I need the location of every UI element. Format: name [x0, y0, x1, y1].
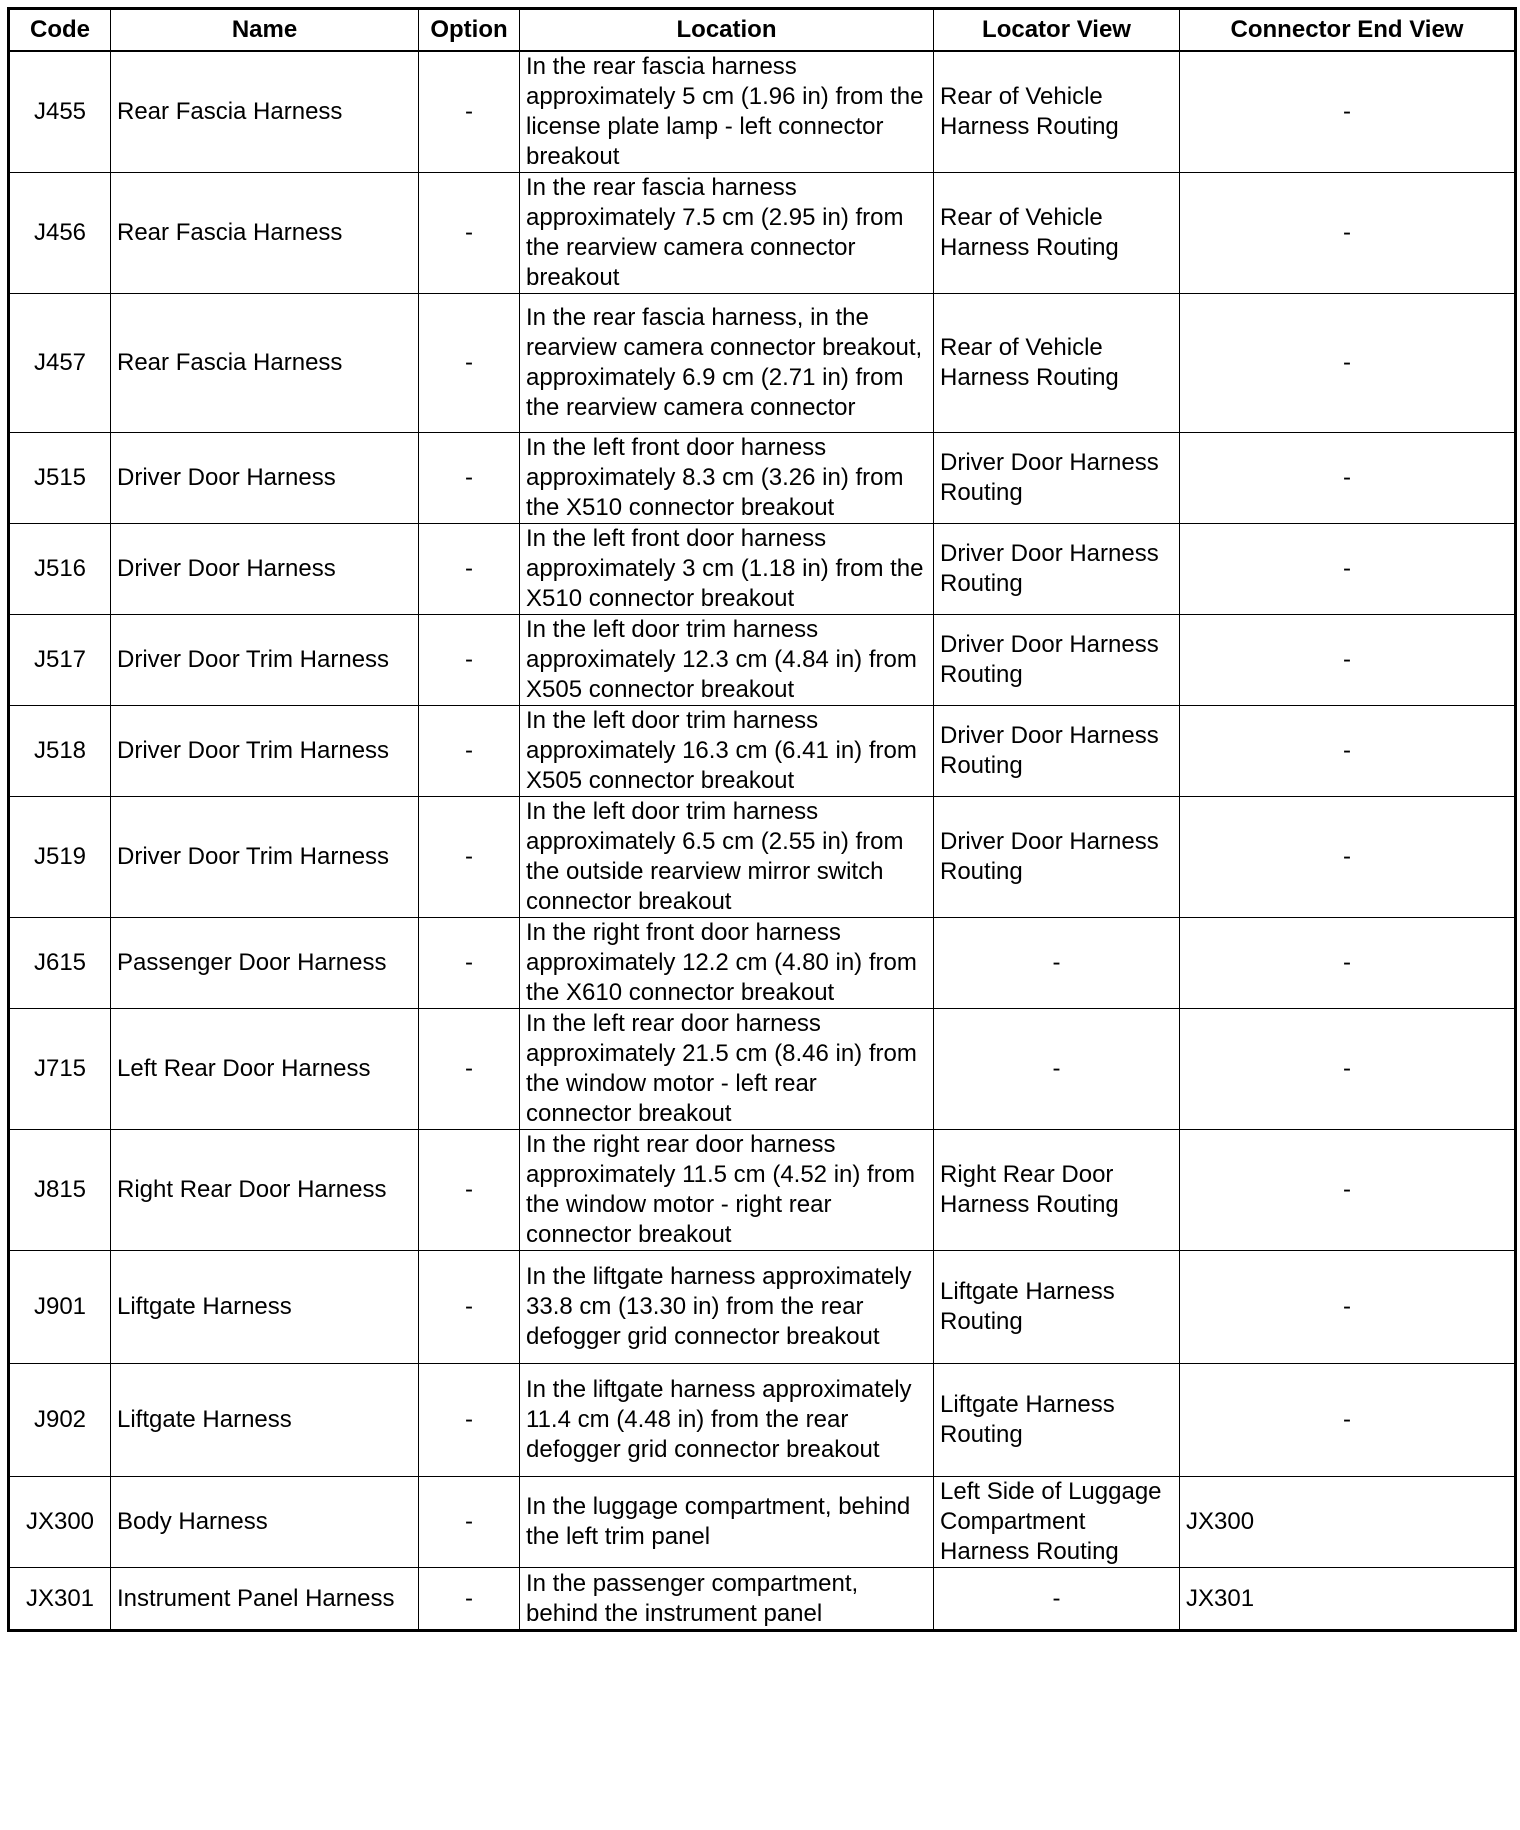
option-cell: - — [419, 1364, 520, 1477]
location-cell: In the left rear door harness approximately 21.5 cm (8.46 in) from the window motor - left rear connector breakout — [520, 1009, 934, 1130]
locator-view-cell: Left Side of Luggage Compartment Harness Routing — [934, 1477, 1180, 1568]
connector-end-view-cell: - — [1180, 1130, 1516, 1251]
locator-view-cell: - — [934, 1568, 1180, 1631]
connector-end-view-cell: - — [1180, 918, 1516, 1009]
locator-view-cell: - — [934, 1009, 1180, 1130]
connector-end-view-cell: - — [1180, 433, 1516, 524]
connector-end-view-cell: - — [1180, 173, 1516, 294]
locator-view-cell: Rear of Vehicle Harness Routing — [934, 173, 1180, 294]
name-cell: Liftgate Harness — [111, 1364, 419, 1477]
locator-view-cell: Right Rear Door Harness Routing — [934, 1130, 1180, 1251]
locator-view-cell: Driver Door Harness Routing — [934, 524, 1180, 615]
location-cell: In the liftgate harness approximately 11.4 cm (4.48 in) from the rear defogger grid connector breakout — [520, 1364, 934, 1477]
table-body — [9, 51, 1516, 1631]
locator-view-cell: Rear of Vehicle Harness Routing — [934, 294, 1180, 433]
table-row — [9, 294, 1516, 433]
code-cell: J516 — [9, 524, 111, 615]
code-cell: J517 — [9, 615, 111, 706]
name-cell: Driver Door Harness — [111, 433, 419, 524]
code-cell: J815 — [9, 1130, 111, 1251]
code-cell: JX300 — [9, 1477, 111, 1568]
name-cell: Left Rear Door Harness — [111, 1009, 419, 1130]
table-header — [9, 9, 1516, 52]
header-option: Option — [419, 9, 520, 52]
option-cell: - — [419, 1477, 520, 1568]
name-cell: Right Rear Door Harness — [111, 1130, 419, 1251]
table-row — [9, 706, 1516, 797]
option-cell: - — [419, 524, 520, 615]
name-cell: Passenger Door Harness — [111, 918, 419, 1009]
option-cell: - — [419, 797, 520, 918]
location-cell: In the left door trim harness approximately 12.3 cm (4.84 in) from X505 connector breakout — [520, 615, 934, 706]
location-cell: In the left door trim harness approximately 16.3 cm (6.41 in) from X505 connector breakout — [520, 706, 934, 797]
connector-end-view-cell: - — [1180, 51, 1516, 173]
option-cell: - — [419, 433, 520, 524]
location-cell: In the right rear door harness approximately 11.5 cm (4.52 in) from the window motor - right rear connector breakout — [520, 1130, 934, 1251]
locator-view-cell: Driver Door Harness Routing — [934, 433, 1180, 524]
code-cell: J515 — [9, 433, 111, 524]
locator-view-cell: Liftgate Harness Routing — [934, 1364, 1180, 1477]
name-cell: Rear Fascia Harness — [111, 173, 419, 294]
connector-end-view-cell: JX300 — [1180, 1477, 1516, 1568]
table-row — [9, 797, 1516, 918]
option-cell: - — [419, 918, 520, 1009]
code-cell: J715 — [9, 1009, 111, 1130]
name-cell: Liftgate Harness — [111, 1251, 419, 1364]
connector-end-view-cell: - — [1180, 615, 1516, 706]
table-row — [9, 433, 1516, 524]
option-cell: - — [419, 294, 520, 433]
code-cell: J902 — [9, 1364, 111, 1477]
table-row — [9, 615, 1516, 706]
connector-end-view-cell: - — [1180, 1009, 1516, 1130]
header-code: Code — [9, 9, 111, 52]
name-cell: Body Harness — [111, 1477, 419, 1568]
option-cell: - — [419, 1009, 520, 1130]
name-cell: Driver Door Trim Harness — [111, 615, 419, 706]
code-cell: J455 — [9, 51, 111, 173]
code-cell: J615 — [9, 918, 111, 1009]
name-cell: Instrument Panel Harness — [111, 1568, 419, 1631]
code-cell: JX301 — [9, 1568, 111, 1631]
connector-end-view-cell: - — [1180, 797, 1516, 918]
header-locator-view: Locator View — [934, 9, 1180, 52]
table-row — [9, 1364, 1516, 1477]
option-cell: - — [419, 51, 520, 173]
code-cell: J519 — [9, 797, 111, 918]
location-cell: In the luggage compartment, behind the left trim panel — [520, 1477, 934, 1568]
location-cell: In the left front door harness approximately 8.3 cm (3.26 in) from the X510 connector breakout — [520, 433, 934, 524]
location-cell: In the passenger compartment, behind the instrument panel — [520, 1568, 934, 1631]
header-location: Location — [520, 9, 934, 52]
table-row — [9, 51, 1516, 173]
code-cell: J457 — [9, 294, 111, 433]
name-cell: Driver Door Harness — [111, 524, 419, 615]
location-cell: In the left front door harness approximately 3 cm (1.18 in) from the X510 connector breakout — [520, 524, 934, 615]
locator-view-cell: Rear of Vehicle Harness Routing — [934, 51, 1180, 173]
connector-end-view-cell: - — [1180, 524, 1516, 615]
location-cell: In the liftgate harness approximately 33.8 cm (13.30 in) from the rear defogger grid connector breakout — [520, 1251, 934, 1364]
location-cell: In the rear fascia harness approximately 5 cm (1.96 in) from the license plate lamp - left connector breakout — [520, 51, 934, 173]
name-cell: Rear Fascia Harness — [111, 294, 419, 433]
location-cell: In the right front door harness approximately 12.2 cm (4.80 in) from the X610 connector breakout — [520, 918, 934, 1009]
locator-view-cell: Driver Door Harness Routing — [934, 615, 1180, 706]
table-row — [9, 524, 1516, 615]
table-row — [9, 1477, 1516, 1568]
connector-end-view-cell: - — [1180, 1364, 1516, 1477]
connector-end-view-cell: - — [1180, 1251, 1516, 1364]
header-connector-end-view: Connector End View — [1180, 9, 1516, 52]
locator-view-cell: Driver Door Harness Routing — [934, 706, 1180, 797]
splice-table-container — [7, 7, 1517, 1632]
locator-view-cell: Liftgate Harness Routing — [934, 1251, 1180, 1364]
table-row — [9, 1009, 1516, 1130]
header-row — [9, 9, 1516, 52]
code-cell: J518 — [9, 706, 111, 797]
splice-pack-table — [7, 7, 1517, 1632]
location-cell: In the left door trim harness approximately 6.5 cm (2.55 in) from the outside rearview mirror switch connector breakout — [520, 797, 934, 918]
locator-view-cell: Driver Door Harness Routing — [934, 797, 1180, 918]
option-cell: - — [419, 173, 520, 294]
code-cell: J901 — [9, 1251, 111, 1364]
location-cell: In the rear fascia harness, in the rearview camera connector breakout, approximately 6.9 cm (2.71 in) from the rearview camera connector — [520, 294, 934, 433]
name-cell: Rear Fascia Harness — [111, 51, 419, 173]
code-cell: J456 — [9, 173, 111, 294]
table-row — [9, 173, 1516, 294]
connector-end-view-cell: JX301 — [1180, 1568, 1516, 1631]
header-name: Name — [111, 9, 419, 52]
table-row — [9, 918, 1516, 1009]
connector-end-view-cell: - — [1180, 294, 1516, 433]
option-cell: - — [419, 706, 520, 797]
locator-view-cell: - — [934, 918, 1180, 1009]
option-cell: - — [419, 1568, 520, 1631]
table-row — [9, 1130, 1516, 1251]
connector-end-view-cell: - — [1180, 706, 1516, 797]
table-row — [9, 1251, 1516, 1364]
location-cell: In the rear fascia harness approximately 7.5 cm (2.95 in) from the rearview camera connector breakout — [520, 173, 934, 294]
table-row — [9, 1568, 1516, 1631]
name-cell: Driver Door Trim Harness — [111, 797, 419, 918]
option-cell: - — [419, 1130, 520, 1251]
name-cell: Driver Door Trim Harness — [111, 706, 419, 797]
option-cell: - — [419, 615, 520, 706]
option-cell: - — [419, 1251, 520, 1364]
